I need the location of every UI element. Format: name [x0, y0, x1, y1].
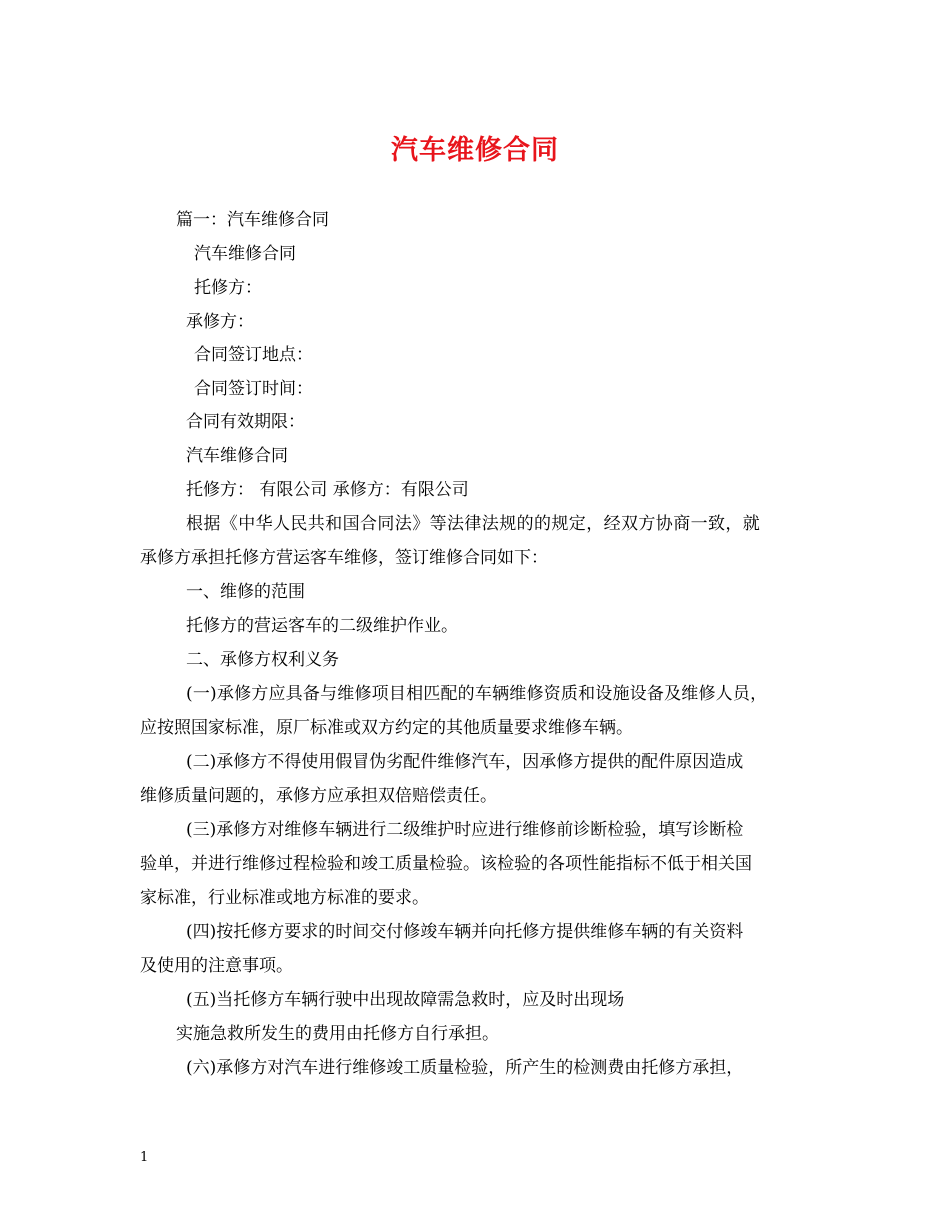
paragraph-line: 应按照国家标准，原厂标准或双方约定的其他质量要求维修车辆。 — [140, 718, 633, 738]
contract-subtitle: 汽车维修合同 — [186, 446, 288, 466]
validity-field: 合同有效期限： — [186, 412, 305, 432]
paragraph-line: 承修方承担托修方营运客车维修，签订维修合同如下： — [140, 548, 548, 568]
page-number: 1 — [140, 1150, 149, 1165]
paragraph-line: 根据《中华人民共和国合同法》等法律法规的的规定，经双方协商一致，就 — [186, 514, 761, 534]
document-title: 汽车维修合同 — [391, 135, 559, 166]
client-field: 托修方： — [194, 278, 262, 298]
paragraph-line: (四)按托修方要求的时间交付修竣车辆并向托修方提供维修车辆的有关资料 — [186, 922, 744, 942]
paragraph-line: (六)承修方对汽车进行维修竣工质量检验，所产生的检测费由托修方承担， — [186, 1058, 744, 1078]
paragraph-line: 维修质量问题的，承修方应承担双倍赔偿责任。 — [140, 786, 497, 806]
paragraph-line: 及使用的注意事项。 — [140, 956, 293, 976]
parties-line: 托修方： 有限公司 承修方：有限公司 — [186, 480, 469, 500]
signing-place-field: 合同签订地点： — [194, 345, 313, 365]
clause-heading: 一、维修的范围 — [186, 582, 305, 602]
paragraph-line: (五)当托修方车辆行驶中出现故障需急救时，应及时出现场 — [186, 990, 625, 1010]
paragraph-line: (三)承修方对维修车辆进行二级维护时应进行维修前诊断检验，填写诊断检 — [186, 820, 744, 840]
paragraph-line: (二)承修方不得使用假冒伪劣配件维修汽车，因承修方提供的配件原因造成 — [186, 752, 744, 772]
signing-time-field: 合同签订时间： — [194, 379, 313, 399]
paragraph-line: 验单，并进行维修过程检验和竣工质量检验。该检验的各项性能指标不低于相关国 — [140, 854, 752, 874]
repairer-field: 承修方： — [186, 312, 254, 332]
contract-name: 汽车维修合同 — [194, 244, 296, 264]
paragraph-line: 托修方的营运客车的二级维护作业。 — [186, 616, 458, 636]
paragraph-line: (一)承修方应具备与维修项目相匹配的车辆维修资质和设施设备及维修人员， — [186, 684, 768, 704]
clause-heading: 二、承修方权利义务 — [186, 650, 339, 670]
paragraph-line: 家标准，行业标准或地方标准的要求。 — [140, 888, 429, 908]
section-heading: 篇一：汽车维修合同 — [176, 210, 329, 230]
paragraph-line: 实施急救所发生的费用由托修方自行承担。 — [176, 1024, 499, 1044]
